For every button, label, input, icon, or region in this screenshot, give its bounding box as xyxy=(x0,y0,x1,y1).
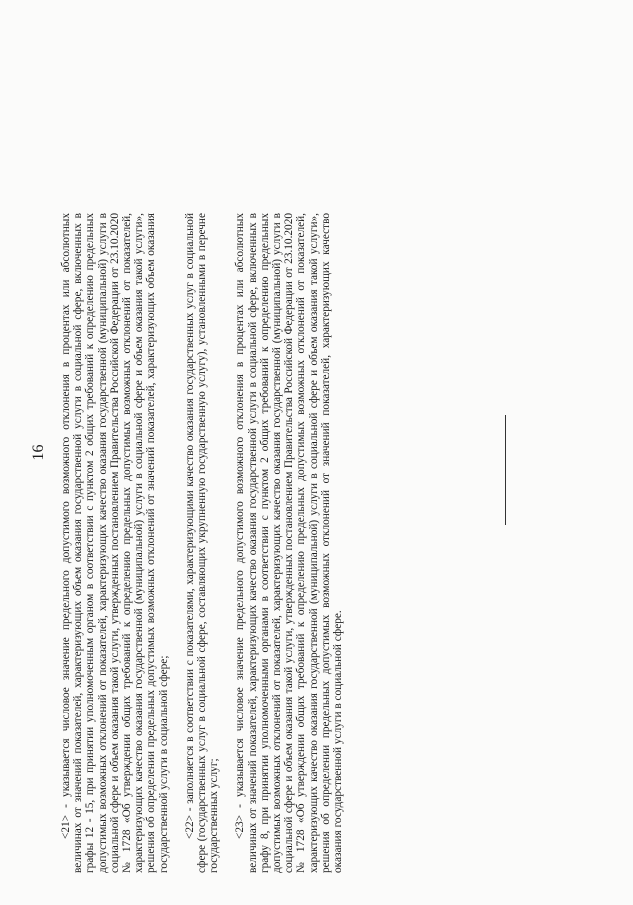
footnotes-body xyxy=(60,213,358,873)
page-number: 16 xyxy=(30,444,47,461)
footnote-23: <23> - указывается числовое значение предельного допустимого возможного отклонения в процентах или абсолютных величинах от значений показателей, характеризующих качество оказания государственной услуги в социальной сфере, включенных в графу 8, при принятии уполномоченными органами в соответствии с пунктом 2 общих требований к определению предельных допустимых возможных отклонений от показателей, характеризующих качество оказания государственной (муниципальной) услуги в социальной сфере и объем оказания такой услуги, утвержденных постановлением Правительства Российской Федерации от 23.10.2020 № 1728 «Об утверждении общих требований к определению предельных допустимых возможных отклонений от показателей, характеризующих качество оказания государственной (муниципальной) услуги в социальной сфере и объем оказания такой услуги», решения об определении предельных допустимых возможных отклонений от значений показателей, характеризующих качество оказания государственной услуги в социальной сфере. xyxy=(234,213,345,873)
footnote-22: <22> - заполняется в соответствии с показателями, характеризующими качество оказания государственных услуг в социальной сфере (государственных услуг в социальной сфере, составляющих укрупненную государственную услугу), установленными в перечне государственных услуг; xyxy=(183,213,221,873)
footnote-21: <21> - указывается числовое значение предельного допустимого возможного отклонения в процентах или абсолютных величинах от значений показателей, характеризующих объем оказания государственной услуги в социальной сфере, включенных в графы 12 - 15, при принятии уполномоченным органом в соответствии с пунктом 2 общих требований к определению предельных допустимых возможных отклонений от показателей, характеризующих качество оказания государственной (муниципальной) услуги в социальной сфере и объем оказания такой услуги, утвержденных постановлением Правительства Российской Федерации от 23.10.2020 № 1728 «Об утверждении общих требований к определению предельных допустимых возможных отклонений от показателей, характеризующих качество оказания государственной (муниципальной) услуги в социальной сфере и объем оказания такой услуги», решения об определении предельных допустимых возможных отклонений от значений показателей, характеризующих объем оказания государственной услуги в социальной сфере; xyxy=(60,213,170,873)
separator-line xyxy=(505,415,506,525)
